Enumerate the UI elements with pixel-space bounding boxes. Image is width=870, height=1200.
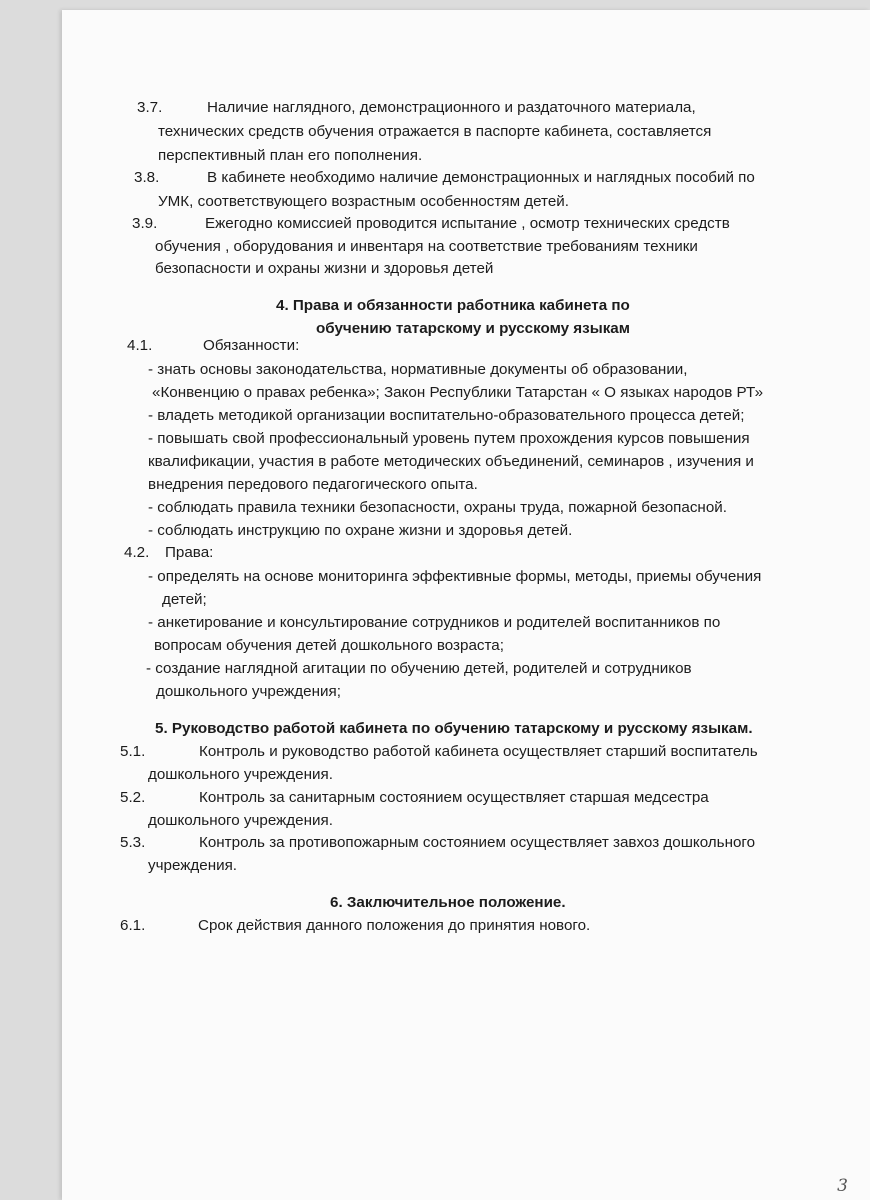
item-text-line: безопасности и охраны жизни и здоровья детей — [155, 260, 494, 277]
item-text-line: Контроль за противопожарным состоянием осуществляет завхоз дошкольного — [199, 834, 756, 851]
list-item: детей; — [162, 591, 207, 608]
list-item: квалификации, участия в работе методических объединений, семинаров , изучения и — [148, 453, 754, 470]
list-item: - повышать свой профессиональный уровень путем прохождения курсов повышения — [148, 430, 750, 447]
item-number: 5.3. — [120, 834, 146, 851]
subsection-label: Права: — [165, 544, 214, 561]
item-text-line: В кабинете необходимо наличие демонстрационных и наглядных пособий по — [207, 169, 755, 186]
item-number: 4.1. — [127, 337, 153, 354]
page-number: 3 — [837, 1176, 848, 1196]
document-page — [62, 10, 870, 1200]
item-text-line: Наличие наглядного, демонстрационного и раздаточного материала, — [207, 99, 696, 116]
list-item: - знать основы законодательства, нормативные документы об образовании, — [148, 361, 688, 378]
item-text-line: обучения , оборудования и инвентаря на соответствие требованиям техники — [155, 238, 698, 255]
item-text-line: Ежегодно комиссией проводится испытание , осмотр технических средств — [205, 215, 730, 232]
list-item: - соблюдать правила техники безопасности, охраны труда, пожарной безопасной. — [148, 499, 727, 516]
section-heading: 4. Права и обязанности работника кабинета по — [276, 297, 630, 314]
section-heading: 5. Руководство работой кабинета по обучению татарскому и русскому языкам. — [155, 720, 753, 737]
item-number: 5.1. — [120, 743, 146, 760]
list-item: «Конвенцию о правах ребенка»; Закон Республики Татарстан « О языках народов РТ» — [152, 384, 764, 401]
item-text-line: дошкольного учреждения. — [148, 812, 333, 829]
item-text-line: Срок действия данного положения до принятия нового. — [198, 917, 591, 934]
item-number: 6.1. — [120, 917, 146, 934]
list-item: - анкетирование и консультирование сотрудников и родителей воспитанников по — [148, 614, 721, 631]
item-number: 3.9. — [132, 215, 158, 232]
list-item: - соблюдать инструкцию по охране жизни и здоровья детей. — [148, 522, 573, 539]
item-number: 3.7. — [137, 99, 163, 116]
list-item: - определять на основе мониторинга эффективные формы, методы, приемы обучения — [148, 568, 762, 585]
section-heading: обучению татарскому и русскому языкам — [316, 320, 630, 337]
list-item: дошкольного учреждения; — [156, 683, 341, 700]
item-text-line: учреждения. — [148, 857, 238, 874]
item-number: 3.8. — [134, 169, 160, 186]
item-number: 5.2. — [120, 789, 146, 806]
subsection-label: Обязанности: — [203, 337, 300, 354]
item-text-line: УМК, соответствующего возрастным особенностям детей. — [158, 193, 569, 210]
list-item: - владеть методикой организации воспитательно-образовательного процесса детей; — [148, 407, 745, 424]
list-item: - создание наглядной агитации по обучению детей, родителей и сотрудников — [146, 660, 692, 677]
item-text-line: Контроль за санитарным состоянием осуществляет старшая медсестра — [199, 789, 709, 806]
item-text-line: Контроль и руководство работой кабинета осуществляет старший воспитатель — [199, 743, 758, 760]
item-number: 4.2. — [124, 544, 150, 561]
section-heading: 6. Заключительное положение. — [330, 894, 566, 911]
item-text-line: дошкольного учреждения. — [148, 766, 333, 783]
list-item: внедрения передового педагогического опыта. — [148, 476, 478, 493]
list-item: вопросам обучения детей дошкольного возраста; — [154, 637, 504, 654]
item-text-line: технических средств обучения отражается в паспорте кабинета, составляется — [158, 123, 712, 140]
item-text-line: перспективный план его пополнения. — [158, 147, 423, 164]
